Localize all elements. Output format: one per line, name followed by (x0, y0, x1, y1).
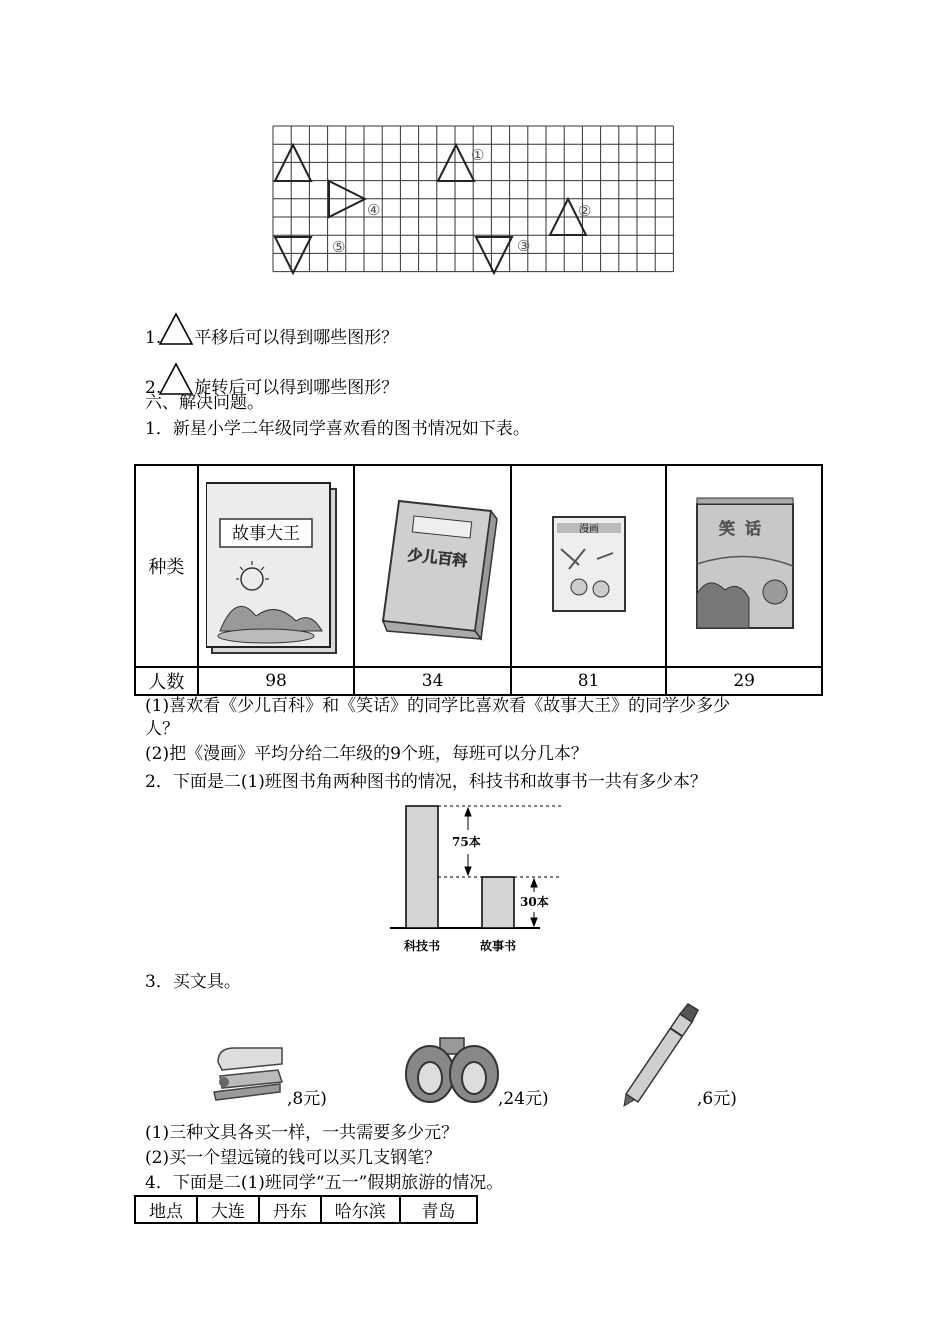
price-pen: ,6元) (697, 1089, 737, 1109)
triangle-5 (275, 237, 311, 273)
binoculars-image (404, 1032, 500, 1106)
section-heading: 六、解决问题。 (145, 393, 264, 413)
category-story: 故事书 (479, 939, 517, 953)
label-4: ④ (367, 201, 381, 219)
place-dalian: 大连 (197, 1196, 259, 1223)
question-1: 1. 平移后可以得到哪些图形？ (145, 312, 398, 349)
book-cell-jokes (666, 465, 822, 667)
question-2: 2. 旋转后可以得到哪些图形？ (145, 362, 398, 399)
book-cell-encyclopedia (354, 465, 511, 667)
problem-1-q2: (2)把《漫画》平均分给二年级的9个班，每班可以分几本？ (145, 744, 588, 764)
category-science: 科技书 (403, 939, 441, 953)
book-cell-story (198, 465, 355, 667)
book-title-story: 故事大王 (232, 524, 301, 544)
bar-story (482, 877, 514, 928)
problem-2-intro: 2．下面是二(1)班图书角两种图书的情况，科技书和故事书一共有多少本？ (145, 772, 707, 792)
label-2: ② (578, 202, 592, 220)
count-jokes: 29 (666, 667, 822, 695)
stapler-image (208, 1036, 288, 1108)
problem-3-q2: (2)买一个望远镜的钱可以买几支钢笔？ (145, 1148, 442, 1168)
book-bar-chart (390, 800, 570, 958)
place-qingdao: 青岛 (400, 1196, 477, 1223)
label-3: ③ (517, 237, 531, 255)
book-title-encyclopedia: 少儿百科 (406, 545, 468, 571)
label-5: ⑤ (332, 238, 346, 256)
triangle-original (275, 145, 311, 181)
triangle-3 (476, 237, 512, 273)
books-table (134, 464, 823, 696)
place-harbin: 哈尔滨 (321, 1196, 400, 1223)
book-story-king-image (206, 471, 346, 657)
pen-image (620, 1002, 700, 1108)
count-comic: 81 (511, 667, 666, 695)
problem-3-intro: 3．买文具。 (145, 972, 241, 992)
bar-science (406, 806, 438, 928)
problem-4-intro: 4．下面是二(1)班同学“五一”假期旅游的情况。 (145, 1173, 504, 1193)
book-encyclopedia-image (363, 471, 503, 657)
label-1: ① (471, 146, 485, 164)
price-stapler: ,8元) (287, 1089, 327, 1109)
triangle-grid-figure (272, 125, 682, 277)
triangle-icon (158, 362, 194, 396)
triangle-icon (158, 312, 194, 346)
book-title-jokes: 笑话 (719, 519, 772, 538)
price-binoculars: ,24元) (498, 1089, 549, 1109)
book-jokes-image (689, 494, 799, 634)
count-encyclopedia: 34 (354, 667, 511, 695)
row-header-count: 人数 (135, 667, 198, 695)
triangle-1 (438, 145, 474, 181)
travel-table (134, 1195, 478, 1224)
count-story: 98 (198, 667, 355, 695)
problem-1-q1-line1: (1)喜欢看《少儿百科》和《笑话》的同学比喜欢看《故事大王》的同学少多少 (145, 696, 731, 716)
table2-header: 地点 (135, 1196, 197, 1223)
annotation-75: 75本 (452, 835, 481, 849)
book-cell-comic (511, 465, 666, 667)
annotation-30: 30本 (520, 895, 549, 909)
book-title-comic: 漫画 (578, 524, 599, 535)
problem-1-intro: 1．新星小学二年级同学喜欢看的图书情况如下表。 (145, 419, 530, 439)
place-dandong: 丹东 (259, 1196, 321, 1223)
book-comic-image (539, 509, 639, 619)
row-header-type: 种类 (135, 465, 198, 667)
problem-3-q1: (1)三种文具各买一样，一共需要多少元？ (145, 1123, 459, 1143)
problem-1-q1-line2: 人？ (145, 719, 179, 739)
